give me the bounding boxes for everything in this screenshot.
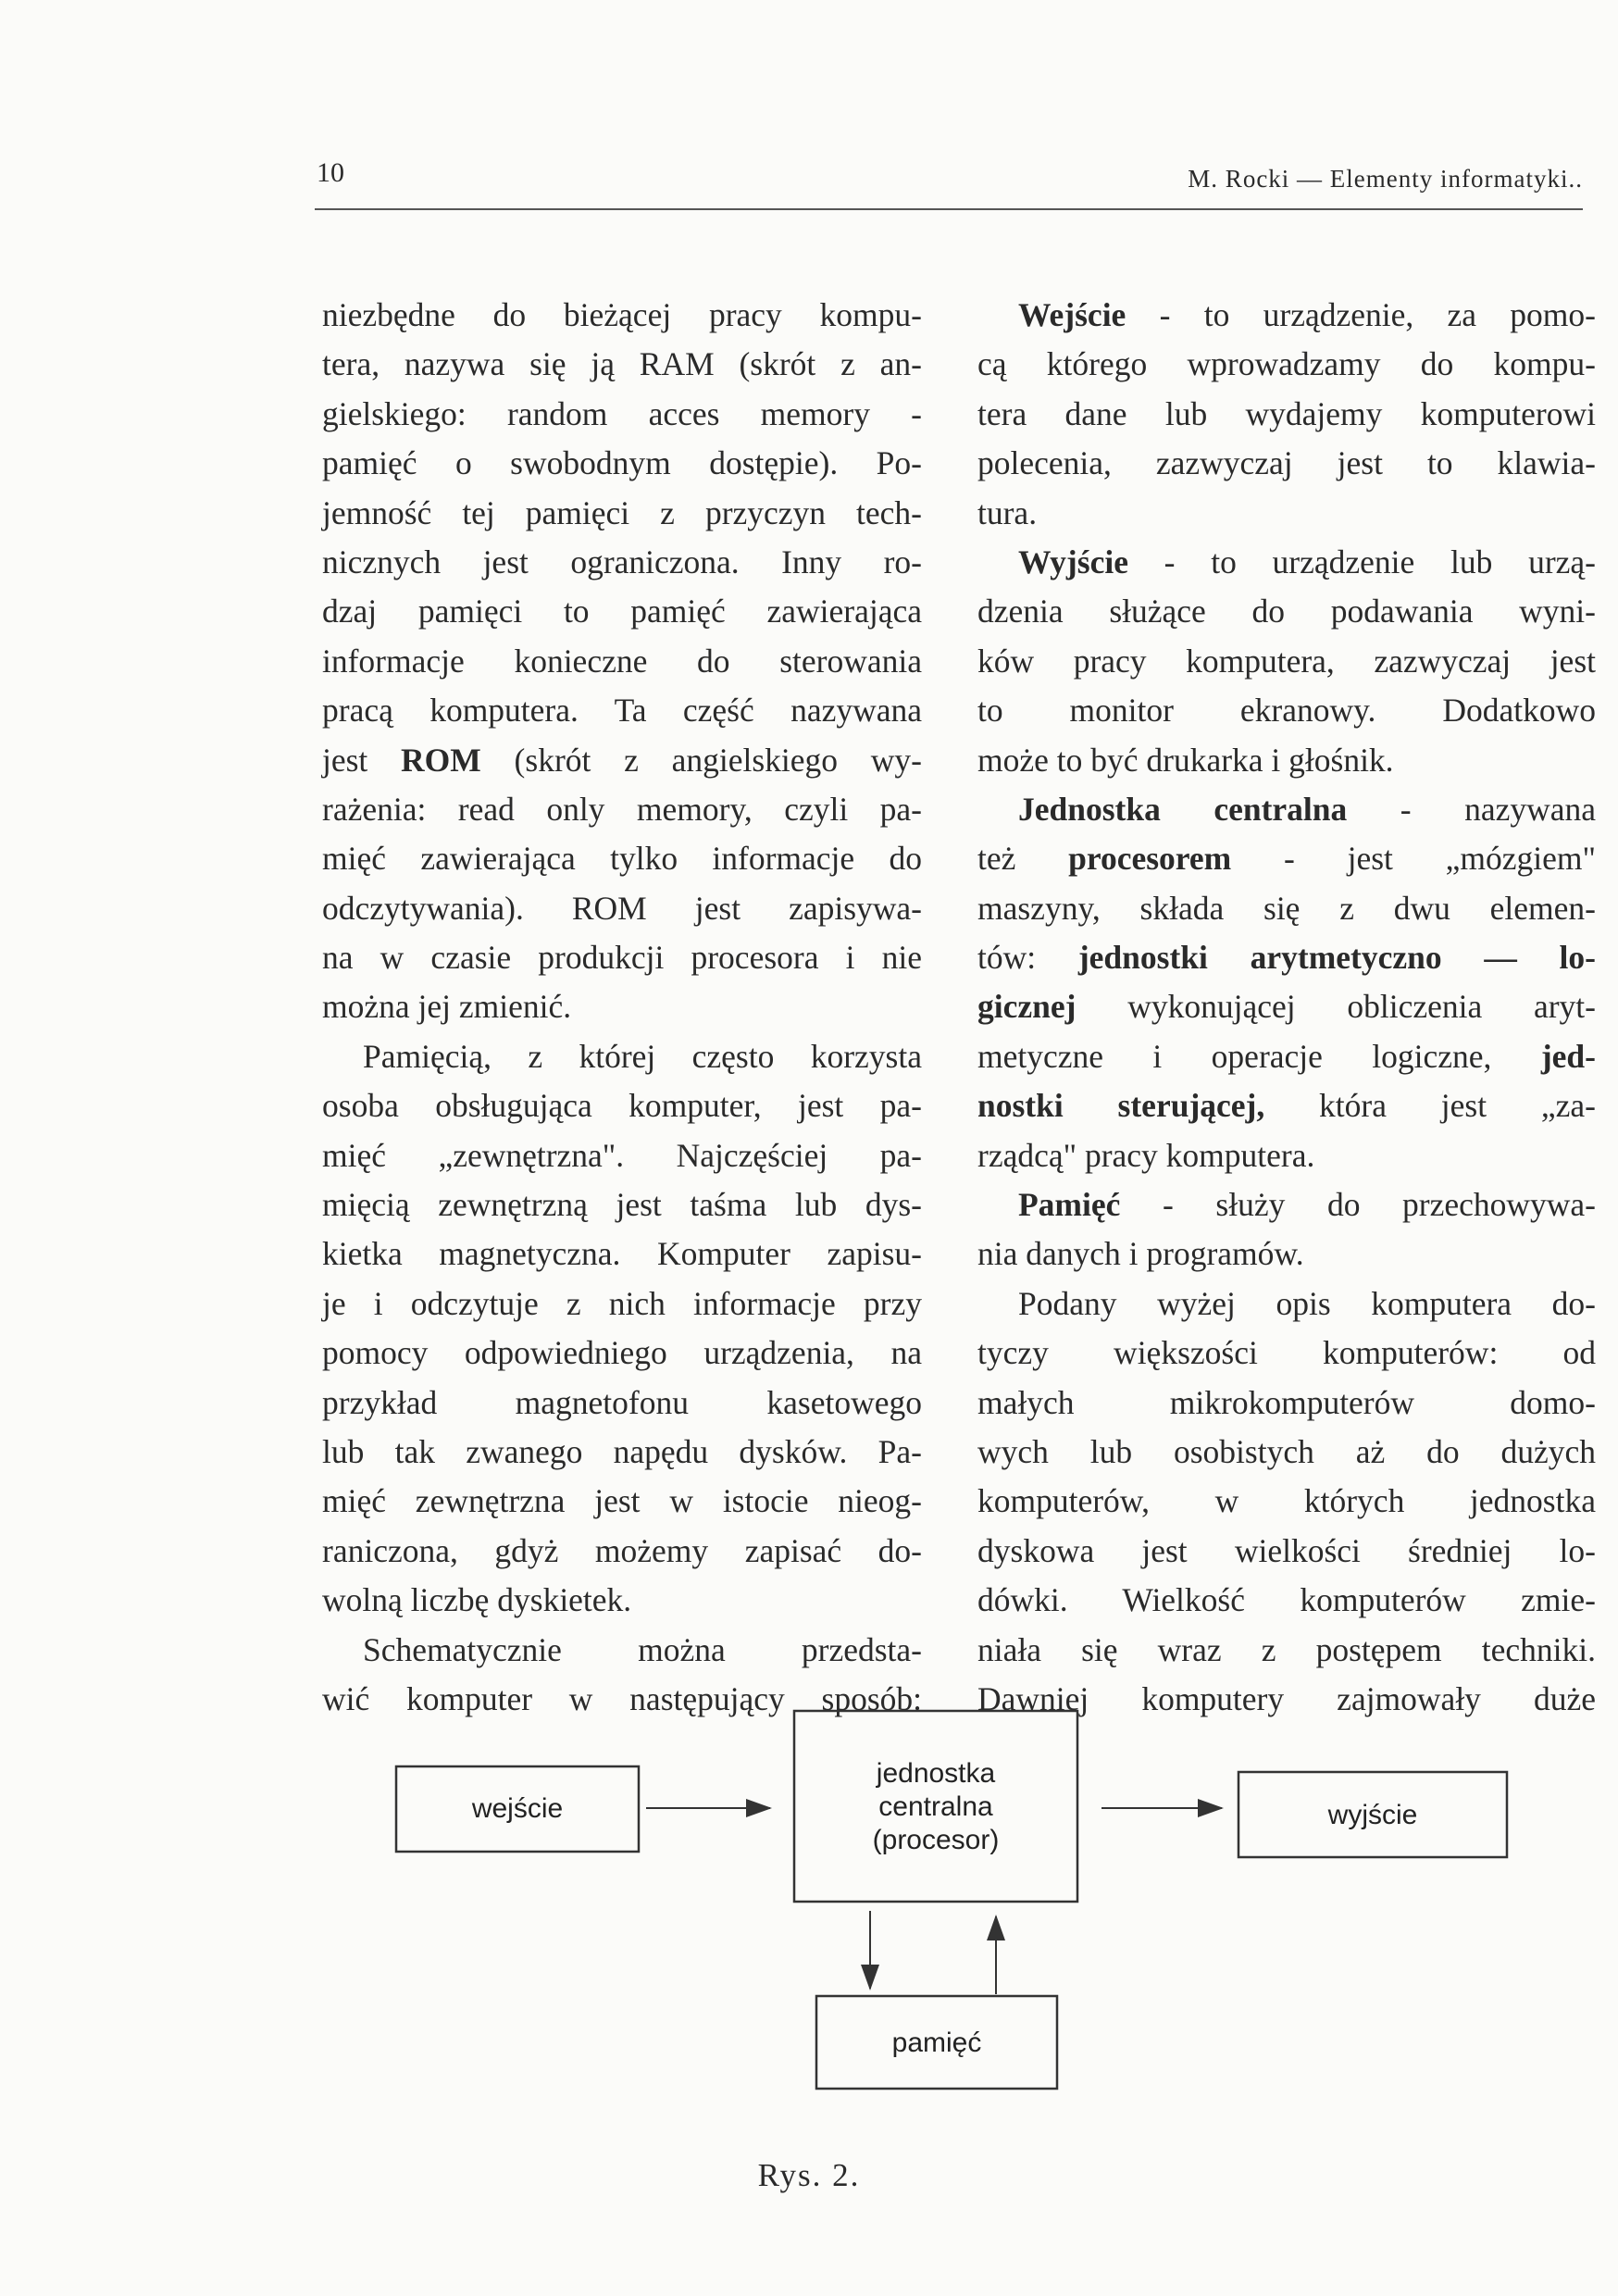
text-line: [322, 982, 922, 1031]
text-run: można jej zmienić.: [322, 988, 572, 1026]
text-run: może to być drukarka i głośnik.: [977, 741, 1394, 779]
text-line: [977, 1032, 1596, 1081]
text-line: [977, 982, 1596, 1031]
text-line: [322, 686, 922, 735]
figure-caption: Rys. 2.: [757, 2157, 861, 2193]
text-line: [322, 1279, 922, 1329]
text-run: - nazywana: [1347, 790, 1596, 828]
page-header: [315, 157, 1583, 194]
text-line: [322, 1477, 922, 1526]
text-run: komputerów, w których jednostka: [977, 1482, 1596, 1520]
cpu-box: [794, 1711, 1077, 1902]
text-line: [977, 489, 1596, 538]
cpu-box-label-line-2: centralna: [878, 1791, 993, 1822]
bold-term: gicznej: [977, 988, 1077, 1026]
text-run: kietka magnetyczna. Komputer zapisu-: [322, 1235, 922, 1273]
text-line: [322, 933, 922, 982]
running-head: M. Rocki — Elementy informatyki..: [1188, 165, 1583, 193]
text-line: [322, 439, 922, 488]
text-run: metyczne i operacje logiczne,: [977, 1037, 1541, 1075]
text-line: [977, 1576, 1596, 1625]
text-run: lub tak zwanego napędu dysków. Pa-: [322, 1432, 922, 1470]
text-line: [977, 1527, 1596, 1576]
text-run: przykład magnetofonu kasetowego: [322, 1383, 922, 1421]
text-line: [322, 1626, 922, 1675]
text-run: maszyny, składa się z dwu elemen-: [977, 889, 1596, 927]
text-run: raniczona, gdyż możemy zapisać do-: [322, 1531, 922, 1569]
text-line: [977, 439, 1596, 488]
bold-term: procesorem: [1068, 840, 1232, 878]
text-run: ków pracy komputera, zazwyczaj jest: [977, 642, 1596, 680]
text-line: [322, 390, 922, 439]
text-run: dyskowa jest wielkości średniej lo-: [977, 1531, 1596, 1569]
text-line: [977, 1477, 1596, 1526]
text-line: [322, 1329, 922, 1378]
page-number: 10: [317, 157, 344, 188]
text-line: [977, 1379, 1596, 1428]
text-line: [977, 291, 1596, 340]
text-line: [322, 884, 922, 933]
text-line: [322, 834, 922, 883]
text-line: [322, 1379, 922, 1428]
text-line: [322, 637, 922, 686]
cpu-box-label-line-1: jednostka: [876, 1758, 996, 1789]
text-column-left: [322, 291, 922, 1724]
text-run: odczytywania). ROM jest zapisywa-: [322, 889, 922, 927]
text-line: [322, 489, 922, 538]
text-run: dzenia służące do podawania wyni-: [977, 593, 1596, 630]
text-run: małych mikrokomputerów domo-: [977, 1383, 1596, 1421]
text-line: [322, 1081, 922, 1130]
bold-term: jednostki arytmetyczno — lo-: [1077, 939, 1596, 977]
text-run: jemność tej pamięci z przyczyn tech-: [322, 493, 922, 531]
text-line: [977, 686, 1596, 735]
text-line: [322, 1576, 922, 1625]
text-run: to monitor ekranowy. Dodatkowo: [977, 692, 1596, 730]
input-box-label: wejście: [471, 1793, 564, 1824]
text-run: - jest „mózgiem": [1231, 840, 1596, 878]
text-line: [322, 1032, 922, 1081]
text-run: dówki. Wielkość komputerów zmie-: [977, 1581, 1596, 1619]
bold-term: Wyjście: [1018, 543, 1128, 580]
text-line: [977, 390, 1596, 439]
text-run: pomocy odpowiedniego urządzenia, na: [322, 1334, 922, 1372]
text-line: [322, 1428, 922, 1477]
text-run: niezbędne do bieżącej pracy kompu-: [322, 296, 922, 333]
text-line: [322, 785, 922, 834]
text-line: [977, 1329, 1596, 1378]
bold-term: nostki sterującej,: [977, 1087, 1265, 1125]
text-run: (skrót z angielskiego wy-: [480, 741, 922, 779]
text-run: pracą komputera. Ta część nazywana: [322, 692, 922, 730]
text-run: - to urządzenie, za pomo-: [1126, 296, 1596, 333]
text-run: Schematycznie można przedsta-: [363, 1630, 922, 1668]
text-line: [977, 1279, 1596, 1329]
text-run: Podany wyżej opis komputera do-: [1018, 1284, 1596, 1322]
text-line: [977, 1081, 1596, 1130]
text-run: je i odczytuje z nich informacje przy: [322, 1284, 922, 1322]
text-line: [977, 834, 1596, 883]
text-line: [977, 884, 1596, 933]
text-line: [977, 736, 1596, 785]
text-run: osoba obsługująca komputer, jest pa-: [322, 1087, 922, 1125]
text-line: [322, 1131, 922, 1180]
text-line: [977, 637, 1596, 686]
output-box-label: wyjście: [1327, 1800, 1418, 1830]
text-run: wych lub osobistych aż do dużych: [977, 1432, 1596, 1470]
text-line: [977, 538, 1596, 587]
text-run: nia danych i programów.: [977, 1235, 1304, 1273]
text-run: pamięć o swobodnym dostępie). Po-: [322, 444, 922, 482]
text-line: [977, 1428, 1596, 1477]
text-run: mięć „zewnętrzna". Najczęściej pa-: [322, 1136, 922, 1174]
text-line: [322, 1180, 922, 1229]
text-line: [322, 340, 922, 389]
text-line: [977, 1180, 1596, 1229]
text-line: [977, 933, 1596, 982]
text-run: mięć zewnętrzna jest w istocie nieog-: [322, 1482, 922, 1520]
text-run: tera, nazywa się ją RAM (skrót z an-: [322, 345, 922, 383]
text-run: tura.: [977, 493, 1038, 531]
text-line: [322, 291, 922, 340]
text-line: [322, 736, 922, 785]
text-run: tów:: [977, 939, 1078, 977]
header-rule: [315, 208, 1583, 210]
text-line: [977, 1626, 1596, 1675]
cpu-box-label-line-3: (procesor): [872, 1825, 1000, 1855]
text-line: [322, 1527, 922, 1576]
text-run: gielskiego: random acces memory -: [322, 394, 922, 432]
text-run: wykonującej obliczenia aryt-: [1076, 988, 1596, 1026]
text-run: mięć zawierająca tylko informacje do: [322, 840, 922, 878]
text-line: [977, 1229, 1596, 1279]
text-run: informacje konieczne do sterowania: [322, 642, 922, 680]
bold-term: jed-: [1540, 1037, 1596, 1075]
text-run: jest: [322, 741, 402, 779]
text-run: wić komputer w następujący sposób:: [322, 1679, 922, 1717]
output-box: [1238, 1772, 1507, 1857]
text-run: też: [977, 840, 1069, 878]
text-line: [322, 587, 922, 636]
text-run: Dawniej komputery zajmowały duże: [977, 1679, 1596, 1717]
text-run: niała się wraz z postępem techniki.: [977, 1630, 1596, 1668]
text-run: która jest „za-: [1264, 1087, 1596, 1125]
text-run: rażenia: read only memory, czyli pa-: [322, 790, 922, 828]
text-line: [977, 1131, 1596, 1180]
text-line: [322, 538, 922, 587]
bold-term: ROM: [401, 741, 481, 779]
text-run: polecenia, zazwyczaj jest to klawia-: [977, 444, 1596, 482]
text-run: rządcą" pracy komputera.: [977, 1136, 1315, 1174]
memory-box: [816, 1996, 1057, 2089]
text-run: nicznych jest ograniczona. Inny ro-: [322, 543, 922, 580]
text-line: [977, 785, 1596, 834]
text-run: - to urządzenie lub urzą-: [1127, 543, 1596, 580]
text-column-right: [977, 291, 1596, 1724]
bold-term: Pamięć: [1018, 1186, 1121, 1224]
text-run: Pamięcią, z której często korzysta: [363, 1037, 922, 1075]
memory-box-label: pamięć: [891, 2028, 982, 2058]
text-run: tera dane lub wydajemy komputerowi: [977, 394, 1596, 432]
text-line: [322, 1229, 922, 1279]
text-line: [977, 1675, 1596, 1724]
text-line: [977, 340, 1596, 389]
text-run: dzaj pamięci to pamięć zawierająca: [322, 593, 922, 630]
text-run: mięcią zewnętrzną jest taśma lub dys-: [322, 1186, 922, 1224]
bold-term: Jednostka centralna: [1018, 790, 1348, 828]
text-run: na w czasie produkcji procesora i nie: [322, 939, 922, 977]
text-line: [977, 587, 1596, 636]
text-run: tyczy większości komputerów: od: [977, 1334, 1596, 1372]
text-line: [322, 1675, 922, 1724]
text-run: - służy do przechowywa-: [1120, 1186, 1596, 1224]
bold-term: Wejście: [1018, 296, 1126, 333]
text-run: cą którego wprowadzamy do kompu-: [977, 345, 1596, 383]
input-box: [396, 1766, 639, 1852]
text-run: wolną liczbę dyskietek.: [322, 1581, 632, 1619]
